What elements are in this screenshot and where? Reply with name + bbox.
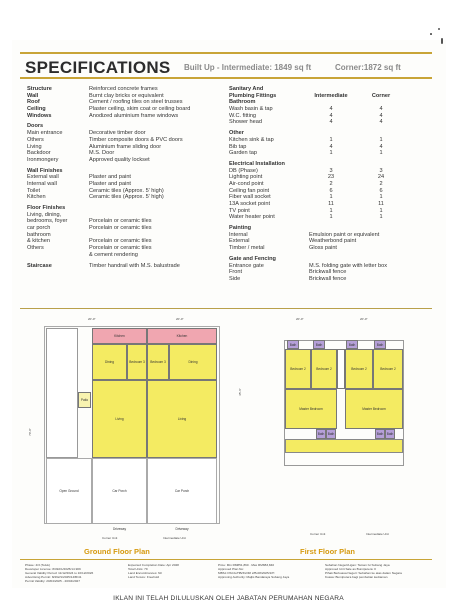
bedroom-2: Bedroom 2 [285, 349, 311, 389]
footer-line: Pihak Berkuasa Negeri: Sebahan ke atas dalam Negara [325, 571, 402, 575]
spec-label: Windows [27, 112, 52, 119]
spec-heading: Gate and Fencing [229, 255, 276, 262]
bath-bottom: Bath [326, 429, 336, 439]
spec-row [229, 194, 429, 201]
spec-label: Floor Finishes [27, 205, 66, 211]
spec-label: Ironmongery [27, 156, 59, 163]
spec-row [27, 144, 217, 151]
spec-label: Air-cond point [229, 180, 264, 187]
intermediate-count: 1 [329, 150, 333, 157]
spec-heading: Other [229, 130, 244, 137]
spec-row [27, 99, 217, 106]
spec-label: 13A socket point [229, 201, 271, 207]
bedroom-3-left: Bedroom 3 [127, 344, 147, 380]
spec-row [27, 263, 217, 270]
footer-line: General Validity Period: 11/12/2024 to 10/12/2026 [25, 571, 94, 575]
spec-value: Plaster ceiling, skim coat or ceiling board [89, 106, 191, 113]
spec-row [229, 161, 429, 168]
first-floor-plan [238, 314, 438, 546]
spec-label: Internal [229, 231, 248, 238]
spec-label: Ceiling fan point [229, 187, 270, 194]
spec-row [229, 256, 429, 263]
spec-row [229, 245, 429, 252]
spec-label: TV point [229, 207, 250, 214]
bath-top: Bath [287, 340, 299, 349]
sanitary-heading: Sanitary And [229, 86, 264, 92]
spec-row [27, 123, 217, 130]
first-floor-plan-title: First Floor Plan [300, 547, 356, 556]
driveway-right: Driveway [175, 527, 189, 531]
bathroom-heading: Bathroom [229, 99, 256, 106]
scan-mark [441, 38, 443, 44]
spec-row [229, 144, 429, 151]
spec-label: Wash basin & tap [229, 106, 273, 113]
spec-label: Fiber wall socket [229, 194, 271, 201]
spec-value: Decorative timber door [89, 130, 146, 137]
specs-left-column [27, 86, 217, 269]
footer-license-info [25, 563, 120, 583]
intermediate-count: 1 [329, 207, 333, 214]
spec-row [229, 214, 429, 221]
spec-row [27, 205, 217, 212]
spec-value: M.S. folding gate with letter box [309, 262, 388, 269]
corner-count: 4 [379, 119, 383, 126]
spec-value: Reinforced concrete frames [89, 86, 158, 92]
corner-count: 24 [377, 174, 385, 181]
spec-label: Living [27, 143, 42, 150]
spec-row [27, 212, 217, 219]
kitchen-left: Kitchen [92, 328, 147, 344]
spec-label: Roof [27, 99, 40, 106]
spec-value: Aluminium frame sliding door [89, 143, 162, 150]
spec-value: Brickwall fence [309, 269, 347, 276]
spec-label: Wall Finishes [27, 167, 63, 174]
spec-value: Gloss paint [309, 245, 337, 252]
intermediate-count: 1 [329, 214, 333, 221]
spec-row [229, 113, 429, 120]
footer-line: Advertising Permit: 8/492/1/2025/14/B/41 [25, 575, 82, 579]
spec-row [27, 86, 217, 93]
living-right: Living [147, 380, 217, 458]
bath-top: Bath [374, 340, 386, 349]
spec-value: Burnt clay bricks or equivalent [89, 92, 164, 99]
spec-value: Timber handrail with M.S. balustrade [89, 262, 180, 269]
spec-row [229, 137, 429, 144]
spec-heading: Painting [229, 225, 252, 232]
spec-row [229, 168, 429, 175]
spec-label: DB (Phase) [229, 167, 258, 174]
spec-value: Approved quality lockset [89, 156, 150, 163]
unit-label: Intermediate Unit [163, 536, 186, 540]
spec-row [27, 93, 217, 100]
spec-label: Toilet [27, 187, 41, 194]
spec-label: Kitchen [27, 194, 46, 201]
spec-row [27, 194, 217, 201]
spec-label: Staircase [27, 262, 52, 269]
footer-line: Approved Unit Sale as Bumiputera: 0 [325, 567, 376, 571]
unit-label: Corner Unit [102, 536, 118, 540]
spec-row [27, 232, 217, 239]
spec-value: Weatherbond paint [309, 238, 357, 245]
bath-top: Bath [346, 340, 358, 349]
spec-label: Entrance gate [229, 262, 264, 269]
spec-label: Main entrance [27, 130, 63, 137]
spec-label: Others [27, 136, 44, 143]
stair-core [337, 349, 345, 389]
built-up-intermediate: Built Up - Intermediate: 1849 sq ft [184, 63, 312, 72]
bath-bottom: Bath [316, 429, 326, 439]
footer-line: Sebahan Negeri/Ligan: Taman Ivi Subang Jaya [325, 563, 390, 567]
spec-row [27, 106, 217, 113]
dining-left: Dining [92, 344, 127, 380]
spec-row [229, 208, 429, 215]
intermediate-count: 1 [329, 136, 333, 143]
spec-value: Porcelain or ceramic tiles [89, 225, 152, 232]
spec-row [229, 174, 429, 181]
corner-count: 11 [378, 201, 384, 207]
section-divider [20, 308, 432, 309]
unit-label: Corner Unit [310, 532, 326, 536]
corner-count: 1 [379, 207, 383, 214]
footer-line: Approved Plan No: [218, 567, 244, 571]
bedroom-2: Bedroom 2 [373, 349, 403, 389]
corner-count: 4 [379, 112, 383, 119]
ground-floor-plan-title: Ground Floor Plan [84, 547, 150, 556]
corner-count: 1 [379, 150, 383, 157]
spec-label: Others [27, 245, 44, 252]
spec-label: Kitchen sink & tap [229, 136, 274, 143]
living-left: Living [92, 380, 147, 458]
spec-label: car porch [27, 225, 51, 232]
footer-line: Total Units: 79 [128, 567, 148, 571]
spec-value: Porcelain or ceramic tiles [89, 245, 152, 252]
scan-mark [430, 33, 432, 35]
spec-row [229, 238, 429, 245]
spec-row [229, 130, 429, 137]
corner-count: 6 [379, 187, 383, 194]
spec-value: Plaster and paint [89, 174, 131, 181]
car-porch-right: Car Porch [147, 458, 217, 524]
corner-count: 1 [379, 214, 383, 221]
corner-count: 1 [379, 136, 383, 143]
spec-label: Internal wall [27, 180, 57, 187]
balcony [285, 439, 403, 453]
corner-count: 3 [379, 167, 383, 174]
intermediate-count: 4 [329, 106, 333, 113]
spec-label: Bib tap [229, 143, 247, 150]
spec-label: Timber / metal [229, 245, 265, 252]
built-up-corner: Corner:1872 sq ft [335, 63, 401, 72]
spec-row [229, 188, 429, 195]
spec-row [229, 276, 429, 283]
master-bedroom: Master Bedroom [285, 389, 337, 429]
footer-completion-info [128, 563, 213, 579]
corner-count: 2 [379, 180, 383, 187]
footer-line: Land Encumbrances: Nil [128, 571, 162, 575]
spec-row [229, 201, 429, 208]
intermediate-count: 2 [329, 180, 333, 187]
spec-label: External [229, 238, 250, 245]
footer-line: Land Tenure: Freehold [128, 575, 160, 579]
corner-count: 4 [379, 106, 383, 113]
spec-row [27, 218, 217, 225]
dimension-label: 70'-0" [27, 428, 32, 436]
intermediate-count: 4 [329, 119, 333, 126]
patio: Patio [78, 392, 91, 408]
footer-line: Developer License: 8/492/1/2025/14.909 [25, 567, 81, 571]
scan-mark [438, 28, 440, 30]
spec-row [27, 137, 217, 144]
spec-value: Porcelain or ceramic tiles [89, 218, 152, 225]
dimension-label: 45'-6" [237, 388, 242, 396]
spec-label: Side [229, 275, 241, 282]
corner-count: 1 [379, 194, 383, 201]
dimension-label: 20'-0" [360, 317, 368, 321]
spec-row [229, 150, 429, 157]
spec-label: Wall [27, 92, 39, 99]
spec-label: bedrooms, foyer [27, 218, 68, 225]
col-intermediate-header: Intermediate [314, 92, 348, 99]
spec-row [27, 174, 217, 181]
car-porch-left: Car Porch [92, 458, 147, 524]
spec-value: Emulsion paint or equivalent [309, 231, 380, 238]
spec-value: Porcelain or ceramic tiles [89, 238, 152, 245]
footer-line: Kuasa: Bumiputera bagi pembelian kediaman [325, 575, 388, 579]
approval-notice: IKLAN INI TELAH DILULUSKAN OLEH JABATAN PERUMAHAN NEGARA [113, 595, 344, 602]
spec-value: Cement / roofing tiles on steel trusses [89, 99, 183, 106]
dimension-label: 20'-0" [88, 317, 96, 321]
spec-row [27, 188, 217, 195]
corner-count: 4 [379, 143, 383, 150]
spec-row [229, 106, 429, 113]
intermediate-count: 6 [329, 187, 333, 194]
spec-row [27, 238, 217, 245]
spec-label: W.C. fitting [229, 112, 257, 119]
spec-row [27, 150, 217, 157]
bath-bottom: Bath [375, 429, 385, 439]
spec-row [27, 157, 217, 164]
footer-line: Approving Authority: Majlis Bandaraya Subang Jaya [218, 575, 290, 579]
spec-label: Structure [27, 86, 52, 92]
spec-label: Backdoor [27, 150, 51, 157]
master-bedroom: Master Bedroom [345, 389, 403, 429]
spec-row [27, 225, 217, 232]
intermediate-count: 1 [329, 194, 333, 201]
footer-line: Expected Completion Date: Apr 2028 [128, 563, 179, 567]
spec-row [27, 245, 217, 252]
spec-row [229, 232, 429, 239]
footer-rule [20, 559, 432, 560]
col-corner-header: Corner [371, 92, 391, 99]
intermediate-count: 3 [329, 167, 333, 174]
ground-floor-plan [26, 314, 226, 546]
spec-label: Water heater point [229, 214, 275, 221]
spec-label: Doors [27, 123, 44, 130]
footer-bumiputera-info [325, 563, 435, 579]
spec-value: Ceramic tiles (Approx. 5' high) [89, 194, 164, 201]
spec-value: Plaster and paint [89, 180, 131, 187]
page-title: SPECIFICATIONS [25, 58, 171, 77]
spec-row [229, 269, 429, 276]
header-bottom-rule [20, 77, 432, 79]
spec-row [229, 181, 429, 188]
spec-label: & kitchen [27, 238, 51, 245]
bedroom-3-right: Bedroom 3 [147, 344, 169, 380]
spec-label: Living, dining, [27, 211, 62, 218]
footer-line: Phase: 4/3 (Teluk) [25, 563, 50, 567]
spec-label: External wall [27, 174, 59, 181]
spec-label: Lighting point [229, 174, 263, 181]
footer-line: Price: Min RM851,860 · Max RM883,840 [218, 563, 275, 567]
spec-label: Garden tap [229, 150, 257, 157]
bedroom-2: Bedroom 2 [311, 349, 337, 389]
spec-value: Anodized aluminium frame windows [89, 112, 179, 119]
kitchen-right: Kitchen [147, 328, 217, 344]
footer-line: MBSJ.OSC/L/HB/3/2/48 2/B-08/2025/1/H [218, 571, 275, 575]
unit-label: Intermediate Unit [366, 532, 389, 536]
spec-row [27, 168, 217, 175]
side-corridor [46, 328, 78, 458]
spec-value: Timber composite doors & PVC doors [89, 136, 183, 143]
intermediate-count: 4 [329, 112, 333, 119]
spec-label: Shower head [229, 119, 262, 126]
dimension-label: 20'-0" [296, 317, 304, 321]
specs-right-column [229, 86, 429, 283]
intermediate-count: 4 [329, 143, 333, 150]
bedroom-2: Bedroom 2 [345, 349, 373, 389]
intermediate-count: 23 [327, 174, 335, 181]
intermediate-count: 11 [328, 201, 334, 207]
spec-row [229, 263, 429, 270]
spec-value: Ceramic tiles (Approx. 5' high) [89, 187, 164, 194]
spec-row [27, 113, 217, 120]
spec-label: Ceiling [27, 106, 46, 113]
spec-row [27, 130, 217, 137]
spec-row [229, 225, 429, 232]
spec-label: Front [229, 269, 243, 276]
spec-row [27, 181, 217, 188]
header-top-rule [20, 52, 432, 54]
spec-value: M.S. Door [89, 150, 115, 157]
spec-row [27, 252, 217, 259]
footer-line: Permit Validity: 20/04/2025 - 20/04/2027 [25, 579, 80, 583]
dimension-label: 20'-0" [176, 317, 184, 321]
footer-price-info [218, 563, 318, 579]
driveway-left: Driveway [112, 527, 127, 531]
spec-value: Brickwall fence [309, 275, 347, 282]
sanitary-heading: Plumbing Fittings [229, 92, 277, 99]
spec-row [229, 119, 429, 126]
open-ground: Open Ground [46, 458, 92, 524]
spec-value: & cement rendering [89, 251, 138, 258]
bath-bottom: Bath [385, 429, 395, 439]
dining-right: Dining [169, 344, 217, 380]
bath-top: Bath [313, 340, 325, 349]
spec-heading: Electrical Installation [229, 160, 285, 167]
spec-label: bathroom [27, 231, 51, 238]
